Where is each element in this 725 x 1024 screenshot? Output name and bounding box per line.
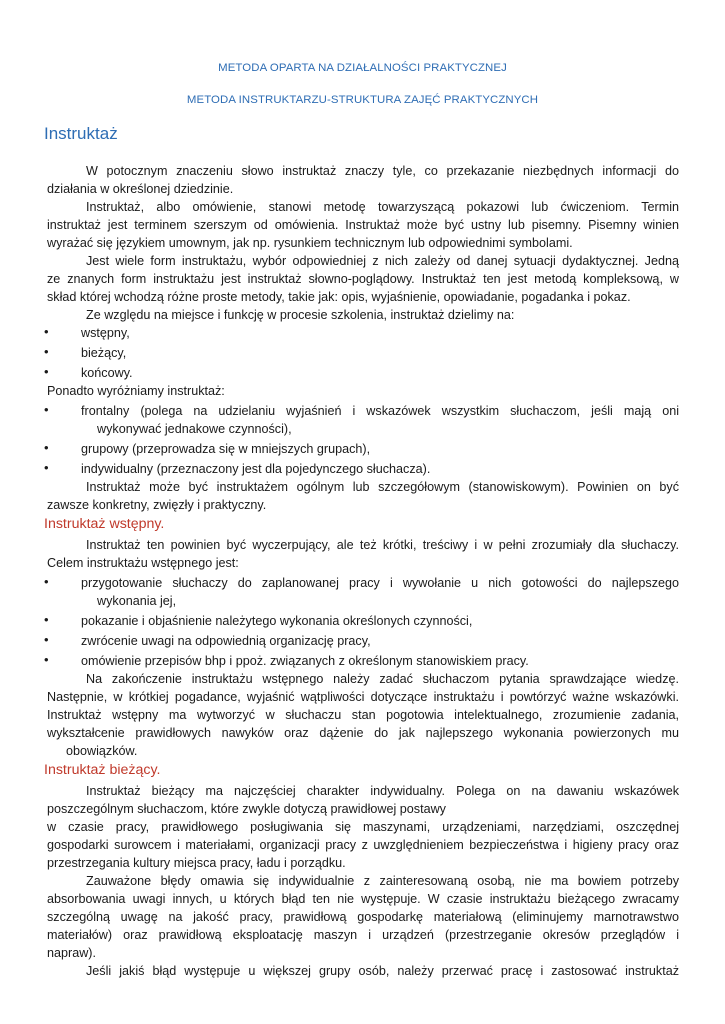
bullet-icon: • (44, 402, 49, 417)
paragraph-line: gospodarki surowcem i materiałami, organizacji pracy z uwzględnieniem bezpieczeństwa i higieny pracy oraz (47, 838, 679, 852)
list-item: omówienie przepisów bhp i ppoż. związanych z określonym stanowiskiem pracy. (81, 654, 529, 668)
paragraph-line: Celem instruktażu wstępnego jest: (47, 556, 239, 570)
subsection-title-wstepny: Instruktaż wstępny. (44, 516, 165, 532)
list-item-continuation: wykonania jej, (97, 594, 177, 608)
bullet-icon: • (44, 652, 49, 667)
paragraph-line: działania w określonej dziedzinie. (47, 182, 234, 196)
bullet-icon: • (44, 574, 49, 589)
paragraph-line: Instruktaż może być instruktażem ogólnym lub szczegółowym (stanowiskowym). Powinien on być (86, 480, 679, 494)
paragraph-line: Na zakończenie instruktażu wstępnego należy zadać słuchaczom pytania sprawdzające wiedzę. (86, 672, 679, 686)
paragraph-line: napraw). (47, 946, 96, 960)
subsection-title-biezacy: Instruktaż bieżący. (44, 762, 161, 778)
paragraph-line: Instruktaż bieżący ma najczęściej charakter indywidualny. Polega on na dawaniu wskazówek (86, 784, 679, 798)
header-line-1: METODA OPARTA NA DZIAŁALNOŚCI PRAKTYCZNEJ (218, 62, 507, 74)
paragraph-line: materiałów) oraz prawidłową eksploatację maszyn i urządzeń (przestrzeganie okresów przeglądów i (47, 928, 679, 942)
bullet-icon: • (44, 632, 49, 647)
paragraph-line: instruktaż jest terminem szerszym od omówienia. Instruktaż może być ustny lub pisemny. Pisemny winien (47, 218, 679, 232)
paragraph-line: W potocznym znaczeniu słowo instruktaż znaczy tyle, co przekazanie niezbędnych informacji do (86, 164, 679, 178)
bullet-icon: • (44, 324, 49, 339)
list-item: frontalny (polega na udzielaniu wyjaśnień i wskazówek wszystkim słuchaczom, jeśli mają oni (81, 404, 679, 418)
paragraph-line: Instruktaż, albo omówienie, stanowi metodę towarzyszącą pokazowi lub ćwiczeniom. Termin (86, 200, 679, 214)
header-line-2: METODA INSTRUKTARZU-STRUKTURA ZAJĘĆ PRAKTYCZNYCH (186, 94, 539, 106)
paragraph-line: zawsze konkretny, zwięzły i praktyczny. (47, 498, 267, 512)
paragraph-line: Jest wiele form instruktażu, wybór odpowiedniej z nich zależy od danej sytuacji dydaktycznej. Jedną (86, 254, 679, 268)
paragraph-line: Instruktaż ten powinien być wyczerpujący, ale też krótki, treściwy i w pełni zrozumiały dla słuchaczy. (86, 538, 679, 552)
paragraph-line: przestrzegania kultury miejsca pracy, ładu i porządku. (47, 856, 346, 870)
bullet-icon: • (44, 364, 49, 379)
paragraph-line: obowiązków. (66, 744, 138, 758)
bullet-icon: • (44, 344, 49, 359)
bullet-icon: • (44, 460, 49, 475)
paragraph-line: Jeśli jakiś błąd występuje u większej grupy osób, należy przerwać pracę i zastosować instruktaż (86, 964, 679, 978)
paragraph-line: wykształcenie prawidłowych nawyków oraz dążenie do jak najlepszego wykonania powierzonych mu (47, 726, 679, 740)
list-item-continuation: wykonywać jednakowe czynności), (97, 422, 292, 436)
paragraph-line: ze znanych form instruktażu jest instruktaż słowno-poglądowy. Instruktaż ten jest metodą kompleksową, w (47, 272, 679, 286)
list-item: pokazanie i objaśnienie należytego wykonania określonych czynności, (81, 614, 473, 628)
paragraph-line: Zauważone błędy omawia się indywidualnie z zainteresowaną osobą, nie ma bowiem potrzeby (86, 874, 679, 888)
paragraph-line: Instruktaż wstępny ma wytworzyć w słuchaczu stan pogotowia intelektualnego, zrozumienie zadania, (47, 708, 679, 722)
paragraph-line: Następnie, w krótkiej pogadance, wyjaśnić wątpliwości dotyczące instruktażu i powtórzyć ważne wskazówki. (47, 690, 679, 704)
bullet-icon: • (44, 612, 49, 627)
paragraph-line: Ze względu na miejsce i funkcję w procesie szkolenia, instruktaż dzielimy na: (86, 308, 515, 322)
paragraph-line: szczególną uwagę na jakość pracy, prawidłową gospodarkę materiałową (eliminujemy marnotrawstwo (47, 910, 679, 924)
paragraph-line: wyrażać się językiem umownym, jak np. rysunkiem technicznym lub odpowiednimi symbolami. (47, 236, 573, 250)
paragraph-line: absorbowania uwagi innych, u których błąd ten nie występuje. W czasie instruktażu bieżącego zwracamy (47, 892, 679, 906)
list-item: grupowy (przeprowadza się w mniejszych grupach), (81, 442, 371, 456)
list-item: wstępny, (81, 326, 130, 340)
list-item: bieżący, (81, 346, 127, 360)
list-item: końcowy. (81, 366, 133, 380)
paragraph-line: w czasie pracy, prawidłowego posługiwania się maszynami, urządzeniami, narzędziami, oszczędnej (47, 820, 679, 834)
paragraph-line: skład której wchodzą różne proste metody, takie jak: opis, wyjaśnienie, opowiadanie, pogadanka i pokaz. (47, 290, 631, 304)
bullet-icon: • (44, 440, 49, 455)
list-item: przygotowanie słuchaczy do zaplanowanej pracy i wywołanie u nich gotowości do najlepszego (81, 576, 679, 590)
paragraph-line: Ponadto wyróżniamy instruktaż: (47, 384, 225, 398)
paragraph-line: poszczególnym słuchaczom, które zwykle dotyczą prawidłowej postawy (47, 802, 446, 816)
section-title: Instruktaż (44, 124, 118, 143)
list-item: indywidualny (przeznaczony jest dla pojedynczego słuchacza). (81, 462, 431, 476)
list-item: zwrócenie uwagi na odpowiednią organizację pracy, (81, 634, 371, 648)
